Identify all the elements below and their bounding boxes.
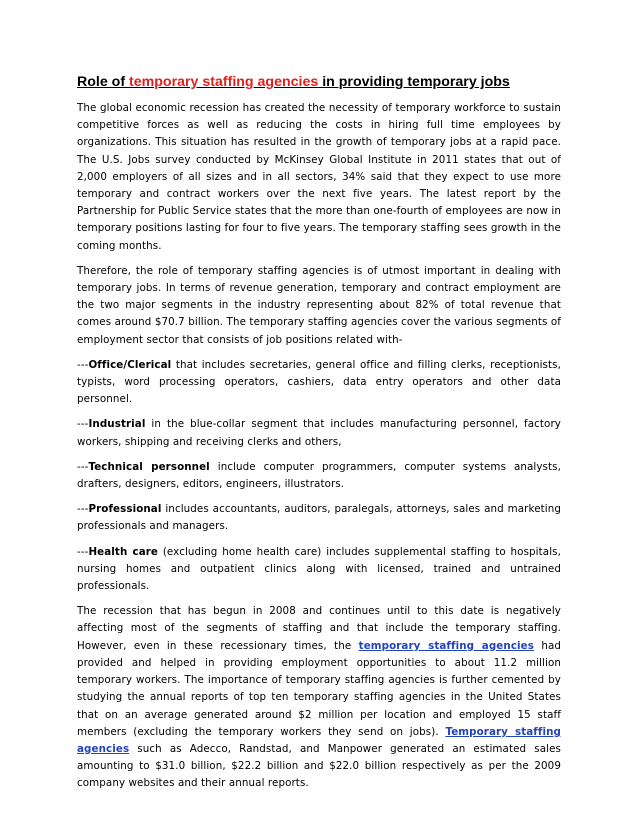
title-post: in providing temporary jobs	[318, 74, 510, 90]
closing-paragraph	[77, 603, 561, 792]
segment-prefix: ---	[77, 358, 89, 371]
segment-industrial	[77, 416, 561, 450]
document-title	[77, 74, 561, 91]
intro-paragraph: The global economic recession has created the necessity of temporary workforce to sustain competitive forces as well as reducing the costs in hiring full time employees by organizations. This situation has resulted in the growth of temporary jobs at a rapid pace. The U.S. Jobs survey conducted by McKinsey Global Institute in 2011 states that out of 2,000 employers of all sizes and in all sectors, 34% said that they expect to use more temporary and contract workers over the next five years. The latest report by the Partnership for Public Service states that the more than one-fourth of employees are now in temporary positions lasting for four to five years. The temporary staffing sees growth in the coming months.	[77, 102, 561, 252]
segment-label: Technical personnel	[88, 460, 210, 473]
title-pre: Role of	[77, 74, 130, 90]
closing-text-3: such as Adecco, Randstad, and Manpower generated an estimated sales amounting to $31.0 billion, $22.2 billion and $22.0 billion respectively as per the 2009 company websites and their annual reports.	[77, 742, 561, 790]
role-paragraph: Therefore, the role of temporary staffing agencies is of utmost important in dealing with temporary jobs. In terms of revenue generation, temporary and contract employment are the two major segments in the industry representing about 82% of total revenue that comes around $70.7 billion. The temporary staffing agencies cover the various segments of employment sector that consists of job positions related with-	[77, 264, 561, 346]
segment-label: Industrial	[88, 418, 146, 431]
segment-text: includes accountants, auditors, paralegals, attorneys, sales and marketing professionals and managers.	[77, 503, 561, 533]
segment-text: that includes secretaries, general office and filling clerks, receptionists, typists, word processing operators, cashiers, data entry operators and other data personnel.	[77, 358, 561, 406]
segment-technical-personnel	[77, 459, 561, 493]
segment-text: in the blue-collar segment that includes manufacturing personnel, factory workers, shipping and receiving clerks and others,	[77, 418, 561, 448]
temporary-staffing-agencies-link-2[interactable]: Temporary staffing agencies	[77, 725, 561, 755]
segment-office-clerical	[77, 357, 561, 409]
segment-text: (excluding home health care) includes supplemental staffing to hospitals, nursing homes and outpatient clinics along with licensed, trained and untrained professionals.	[77, 545, 561, 593]
document-page	[77, 74, 561, 801]
segment-label: Office/Clerical	[88, 358, 172, 371]
segment-health-care	[77, 544, 561, 596]
segment-text: include computer programmers, computer systems analysts, drafters, designers, editors, engineers, illustrators.	[77, 460, 561, 491]
segment-prefix: ---	[77, 418, 89, 431]
segment-prefix: ---	[77, 503, 89, 516]
segment-prefix: ---	[77, 460, 89, 473]
segment-professional	[77, 501, 561, 535]
segment-prefix: ---	[77, 545, 89, 558]
temporary-staffing-agencies-link[interactable]: temporary staffing agencies	[358, 639, 534, 652]
title-accent: temporary staffing agencies	[129, 74, 319, 90]
segment-label: Professional	[88, 503, 162, 516]
closing-text-1: The recession that has begun in 2008 and continues until to this date is negatively affecting most of the segments of staffing and that include the temporary staffing. However, even in these recessionary times, the	[77, 605, 561, 652]
closing-text-2: had provided and helped in providing employment opportunities to about 11.2 million temporary workers. The importance of temporary staffing agencies is further cemented by studying the annual reports of top ten temporary staffing agencies in the United States that on an average generated around $2 million per location and employed 15 staff members (excluding the temporary workers they send on jobs).	[77, 639, 561, 738]
segment-label: Health care	[88, 545, 159, 558]
